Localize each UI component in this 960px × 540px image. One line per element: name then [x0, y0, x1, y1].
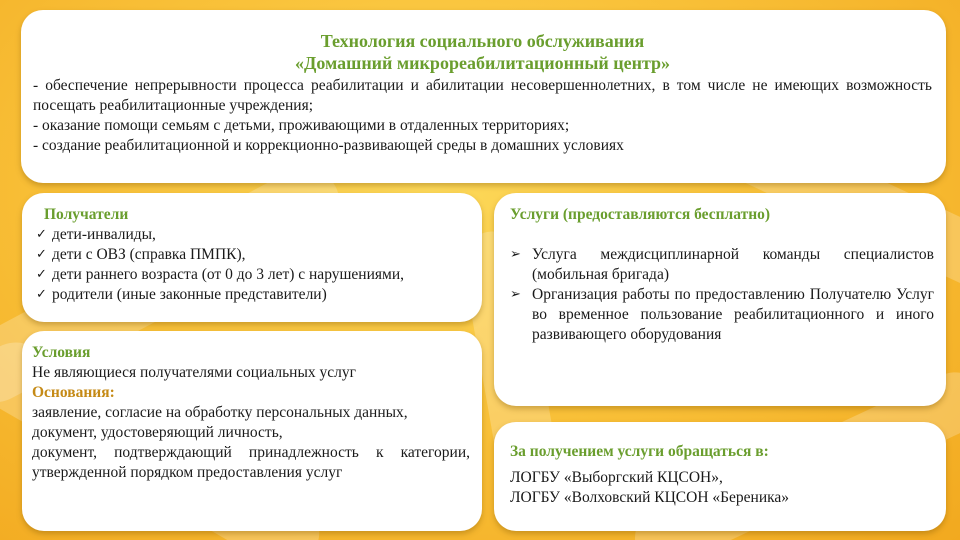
- contact-line: ЛОГБУ «Волховский КЦСОН «Береника»: [510, 489, 790, 506]
- check-mark-icon: ✓: [36, 267, 47, 282]
- conditions-card: [22, 331, 482, 531]
- services-card: [494, 193, 946, 406]
- check-mark-icon: ✓: [36, 227, 47, 242]
- header-line: - создание реабилитационной и коррекционно-развивающей среды в домашних условиях: [33, 137, 624, 154]
- list-item-text: Услуга междисциплинарной команды специалистов (мобильная бригада): [532, 246, 934, 283]
- list-item: [36, 245, 472, 265]
- list-item-text: дети-инвалиды,: [52, 226, 156, 243]
- basis-title: Основания:: [32, 384, 115, 401]
- contact-title: За получением услуги обращаться в:: [510, 443, 769, 460]
- header-card: [21, 10, 946, 183]
- conditions-text: Не являющиеся получателями социальных услуг: [32, 364, 356, 381]
- list-item-text: дети раннего возраста (от 0 до 3 лет) с нарушениями,: [52, 266, 404, 283]
- services-list: [510, 245, 934, 345]
- basis-line: заявление, согласие на обработку персональных данных,: [32, 404, 408, 421]
- basis-line: документ, подтверждающий принадлежность к категории, утвержденной порядком предоставления услуг: [32, 444, 470, 481]
- arrow-right-icon: ➢: [510, 287, 521, 302]
- check-mark-icon: ✓: [36, 247, 47, 262]
- list-item-text: дети с ОВЗ (справка ПМПК),: [52, 246, 246, 263]
- list-item: [36, 285, 472, 305]
- list-item: [36, 225, 472, 245]
- page-title-line1: Технология социального обслуживания: [320, 31, 645, 51]
- list-item-text: родители (иные законные представители): [52, 286, 327, 303]
- basis-line: документ, удостоверяющий личность,: [32, 424, 283, 441]
- services-title: Услуги (предоставляются бесплатно): [510, 206, 771, 223]
- conditions-title: Условия: [32, 344, 91, 361]
- arrow-right-icon: ➢: [510, 247, 521, 262]
- list-item: [510, 245, 934, 285]
- contact-card: [494, 422, 946, 531]
- list-item: [36, 265, 472, 285]
- check-mark-icon: ✓: [36, 287, 47, 302]
- list-item-text: Организация работы по предоставлению Получателю Услуг во временное пользование реабилитационного и иного развивающего оборудования: [532, 286, 934, 343]
- recipients-title: Получатели: [44, 206, 129, 223]
- header-line: - оказание помощи семьям с детьми, проживающими в отдаленных территориях;: [33, 117, 570, 134]
- list-item: [510, 285, 934, 345]
- contact-line: ЛОГБУ «Выборгский КЦСОН»,: [510, 469, 723, 486]
- page-title-line2: «Домашний микрореабилитационный центр»: [294, 53, 671, 73]
- header-line: - обеспечение непрерывности процесса реабилитации и абилитации несовершеннолетних, в том числе не имеющих возможность посещать реабилитационные учреждения;: [33, 77, 932, 114]
- recipients-list: [36, 225, 472, 305]
- recipients-card: [22, 193, 482, 322]
